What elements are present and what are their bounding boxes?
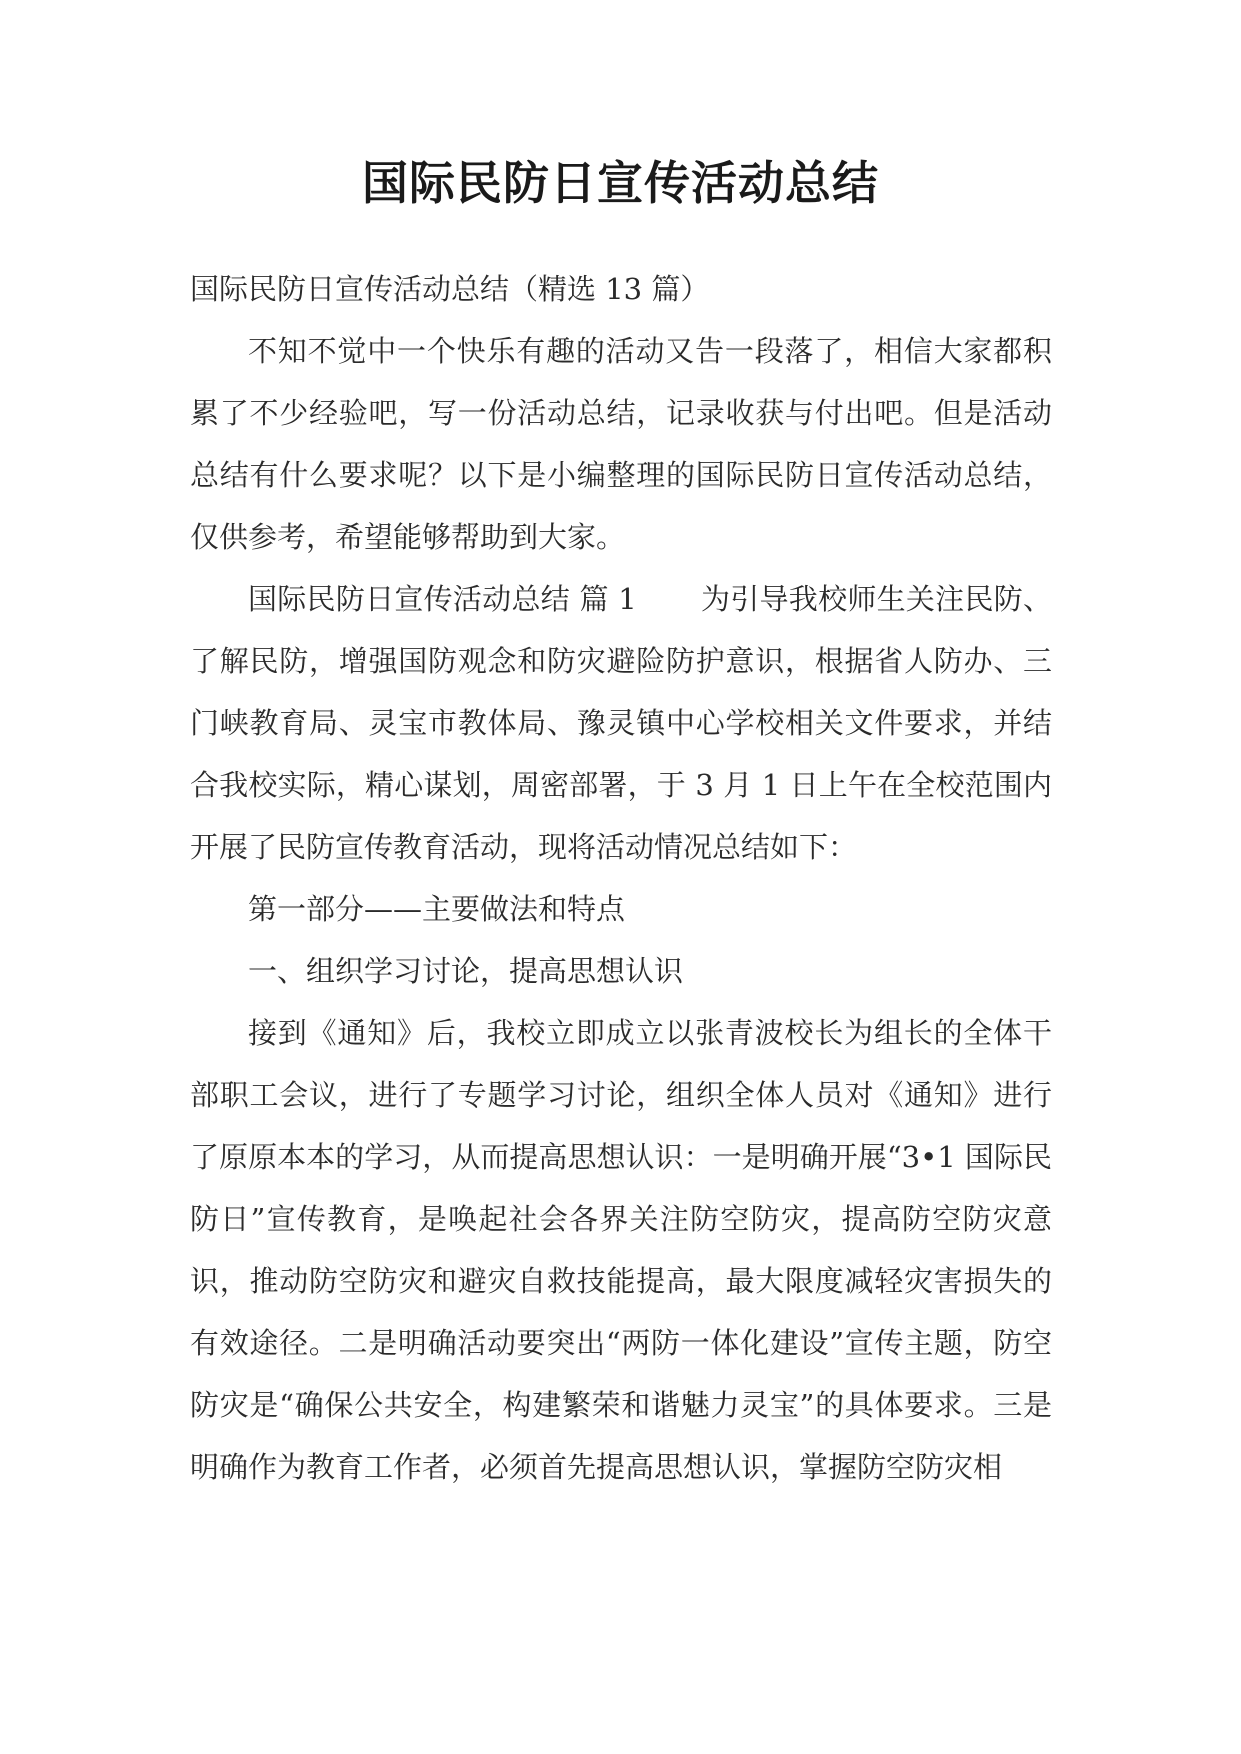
section-paragraph: 接到《通知》后，我校立即成立以张青波校长为组长的全体干部职工会议，进行了专题学习讨论，组织全体人员对《通知》进行了原原本本的学习，从而提高思想认识：一是明确开展“3•1 国际民防日”宣传教育，是唤起社会各界关注防空防灾，提高防空防灾意识，推动防空防灾和避灾自救技能提高，最大限度减轻灾害损失的有效途径。二是明确活动要突出“两防一体化建设”宣传主题，防空防灾是“确保公共安全，构建繁荣和谐魅力灵宝”的具体要求。三是明确作为教育工作者，必须首先提高思想认识，掌握防空防灾相 — [190, 1016, 1052, 1484]
document-title: 国际民防日宣传活动总结 — [362, 156, 879, 210]
document-subtitle: 国际民防日宣传活动总结（精选 13 篇） — [190, 272, 710, 306]
document-body — [190, 258, 1052, 1498]
intro-paragraph: 不知不觉中一个快乐有趣的活动又告一段落了，相信大家都积累了不少经验吧，写一份活动总结，记录收获与付出吧。但是活动总结有什么要求呢？以下是小编整理的国际民防日宣传活动总结，仅供参考，希望能够帮助到大家。 — [190, 334, 1052, 554]
section-heading: 一、组织学习讨论，提高思想认识 — [248, 954, 684, 988]
part-heading: 第一部分——主要做法和特点 — [248, 892, 626, 926]
chapter-paragraph — [190, 568, 1052, 878]
chapter-body: 为引导我校师生关注民防、了解民防，增强国防观念和防灾避险防护意识，根据省人防办、三门峡教育局、灵宝市教体局、豫灵镇中心学校相关文件要求，并结合我校实际，精心谋划，周密部署，于 3 月 1 日上午在全校范围内开展了民防宣传教育活动，现将活动情况总结如下： — [190, 582, 1052, 864]
chapter-heading: 国际民防日宣传活动总结 篇 1 — [248, 582, 637, 616]
